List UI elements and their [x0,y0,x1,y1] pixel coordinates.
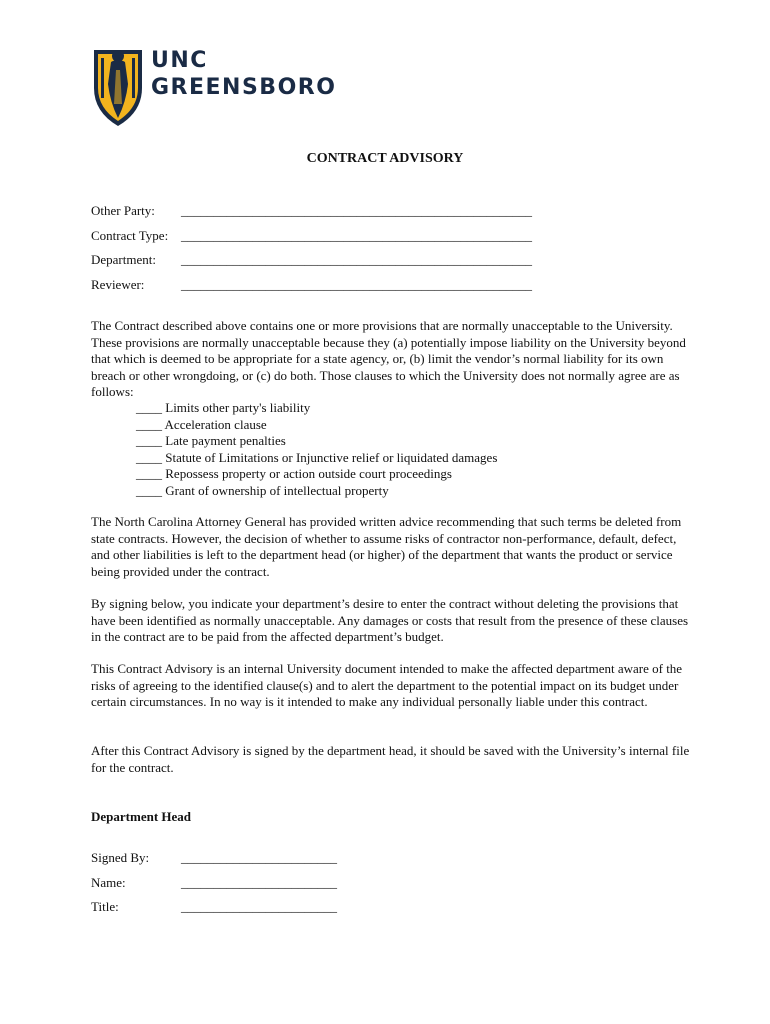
clause-item: ____ Late payment penalties [136,433,286,448]
blank-line: ______________________________________________________ [181,252,532,268]
signing-paragraph: By signing below, you indicate your department’s desire to enter the contract without deleting the provisions that have been identified as normally unacceptable. Any damages or costs that result from the presence of these clauses in the contract are to be paid from the affected department’s budget. [91,596,689,644]
field-name [91,875,337,900]
clause-list [136,400,497,499]
field-department [91,252,532,277]
clause-item: ____ Repossess property or action outside court proceedings [136,466,452,481]
field-title [91,899,337,924]
blank-line: ______________________________________________________ [181,277,532,293]
contract-info-fields [91,203,532,302]
field-reviewer [91,277,532,302]
blank-line: ________________________ [181,899,337,914]
blank-line: ________________________ [181,850,337,865]
field-label: Name: [91,874,126,890]
uncg-logo [92,44,337,128]
internal-document-paragraph: This Contract Advisory is an internal University document intended to make the affected department aware of the risks of agreeing to the identified clause(s) and to alert the department to the potential impact on its budget under certain circumstances. In no way is it intended to make any individual personally liable under this contract. [91,661,683,709]
clause-item: ____ Acceleration clause [136,416,267,432]
field-label: Title: [91,899,119,914]
signature-block [91,850,337,924]
field-label: Department: [91,252,156,268]
blank-line: ______________________________________________________ [181,203,532,218]
intro-paragraph: The Contract described above contains one or more provisions that are normally unacceptable to the University. These provisions are normally unacceptable because they (a) potentially impose liability on the University beyond that which is deemed to be appropriate for a state agency, or, (b) limit the vendor’s normal liability for its own breach or other wrongdoing, or (c) do both. Those clauses to which the University does not normally agree are as follows: [91,318,686,399]
blank-line: ______________________________________________________ [181,227,532,243]
logo-text-greensboro: GREENSBORO [151,75,337,100]
field-other-party [91,203,532,228]
field-signed-by [91,850,337,875]
field-label: Reviewer: [91,277,145,293]
logo-text-unc: UNC [151,48,208,73]
after-signing-paragraph: After this Contract Advisory is signed by the department head, it should be saved with the University’s internal file for the contract. [91,743,690,775]
document-title: CONTRACT ADVISORY [306,151,464,166]
department-head-heading: Department Head [91,809,192,824]
field-contract-type [91,228,532,253]
minerva-shield-icon [92,44,144,128]
blank-line: ________________________ [181,874,337,890]
clause-item: ____ Grant of ownership of intellectual property [136,482,389,498]
clause-item: ____ Limits other party's liability [136,400,311,415]
field-label: Signed By: [91,850,150,865]
field-label: Contract Type: [91,227,169,243]
attorney-general-paragraph: The North Carolina Attorney General has provided written advice recommending that such terms be deleted from state contracts. However, the decision of whether to assume risks of contractor non-performance, default, defect, and other liabilities is left to the department head (or higher) of the department that wants the product or service being provided under the contract. [91,514,682,579]
field-label: Other Party: [91,203,155,218]
clause-item: ____ Statute of Limitations or Injunctive relief or liquidated damages [136,449,498,465]
